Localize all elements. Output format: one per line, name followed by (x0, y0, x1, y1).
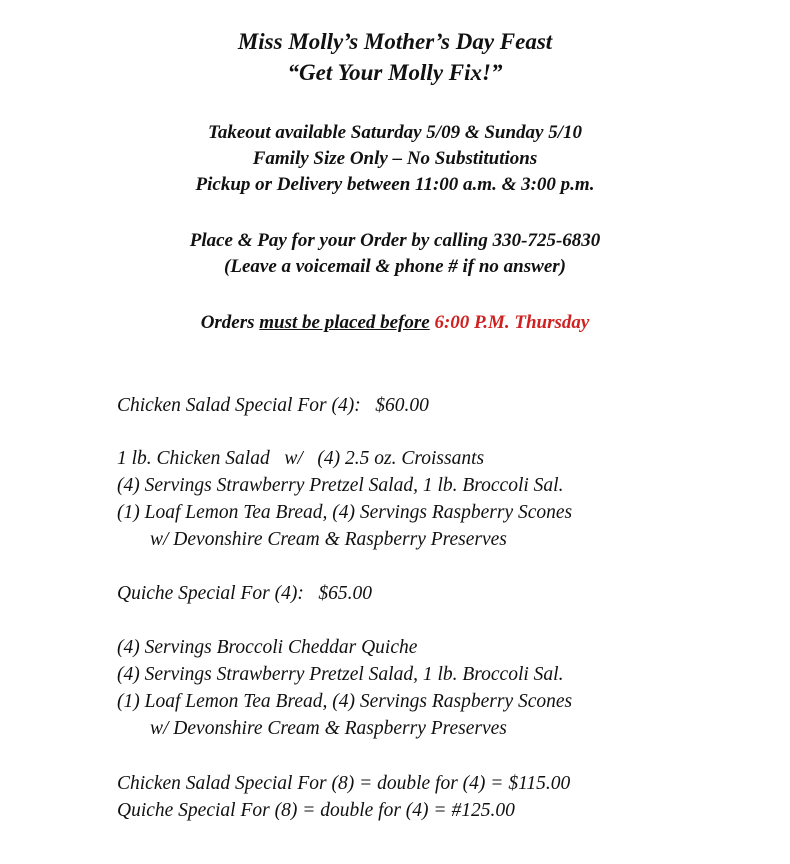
menu-item: w/ Devonshire Cream & Raspberry Preserves (150, 529, 507, 550)
quiche-special-8: Quiche Special For (8) = double for (4) = #125.00 (117, 800, 515, 821)
quiche-special-items (117, 634, 572, 742)
title-line-2: “Get Your Molly Fix!” (287, 60, 503, 85)
chicken-special-items (117, 445, 572, 553)
deadline-time: 6:00 P.M. Thursday (434, 312, 590, 333)
family-size-note: Family Size Only – No Substitutions (252, 148, 538, 169)
quiche-special-heading: Quiche Special For (4): $65.00 (117, 583, 373, 604)
order-phone: Place & Pay for your Order by calling 330-725-6830 (189, 230, 601, 251)
takeout-dates: Takeout available Saturday 5/09 & Sunday 5/10 (207, 122, 583, 143)
menu-item: (4) Servings Strawberry Pretzel Salad, 1 lb. Broccoli Sal. (117, 664, 564, 685)
deadline-prefix: Orders (200, 312, 260, 333)
order-deadline (0, 310, 790, 336)
title-line-1: Miss Molly’s Mother’s Day Feast (237, 29, 553, 54)
menu-item: (4) Servings Broccoli Cheddar Quiche (117, 637, 418, 658)
menu-item: (4) Servings Strawberry Pretzel Salad, 1 lb. Broccoli Sal. (117, 475, 564, 496)
pickup-times: Pickup or Delivery between 11:00 a.m. & 3:00 p.m. (195, 174, 595, 195)
voicemail-note: (Leave a voicemail & phone # if no answer) (224, 256, 566, 277)
menu-item: (1) Loaf Lemon Tea Bread, (4) Servings Raspberry Scones (117, 691, 573, 712)
menu-item: w/ Devonshire Cream & Raspberry Preserves (150, 718, 507, 739)
flyer-title (0, 26, 790, 88)
menu-item: (1) Loaf Lemon Tea Bread, (4) Servings Raspberry Scones (117, 502, 573, 523)
menu-item: 1 lb. Chicken Salad w/ (4) 2.5 oz. Croissants (117, 448, 485, 469)
deadline-underlined: must be placed before (259, 312, 430, 333)
chicken-special-heading: Chicken Salad Special For (4): $60.00 (117, 395, 429, 416)
family-specials (117, 770, 570, 824)
availability-info (0, 120, 790, 198)
chicken-special-8: Chicken Salad Special For (8) = double for (4) = $115.00 (117, 773, 571, 794)
ordering-info (0, 228, 790, 280)
